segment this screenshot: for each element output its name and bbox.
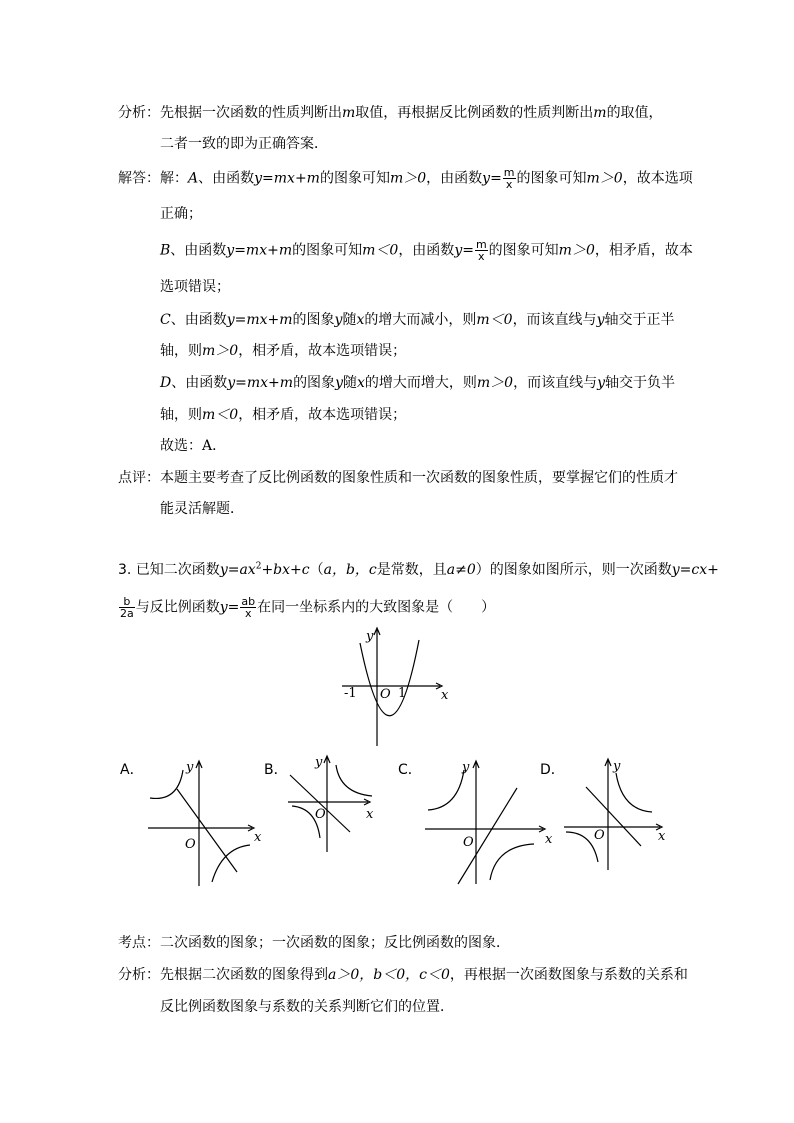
question-3-line-1: 3. 已知二次函数$y=ax^2+bx+c(a$，b，c是常数，且a≠0）的图象如图所示，则一次函数y=cx+ [118,561,719,578]
option-c-o: O [463,835,474,850]
option-d-x: x [658,829,666,844]
option-c-graph [425,761,545,884]
solution-c-line-2: 轴，则m＞0，相矛盾，故本选项错误； [160,343,407,359]
option-b-label: B． [264,762,288,778]
parabola-curve [360,640,419,716]
option-a-o: O [185,837,196,852]
main-x-label: x [441,688,449,703]
main-y-label: y [366,629,374,644]
option-b-x: x [366,807,374,822]
option-a-label: A． [120,762,144,778]
analysis-line-2: 二者一致的即为正确答案． [160,136,328,152]
option-d-hyperbola-1 [616,773,652,812]
comment-label: 点评： [118,470,160,486]
solution-d-line-1: D、由函数y=mx+m的图象y随x的增大而增大，则m＞0，而该直线与y轴交于负半 [160,375,675,391]
kaodian-line: 考点：二次函数的图象；一次函数的图象；反比例函数的图象． [118,935,510,951]
fraction-m-over-x: $\frac{m}{x}$ [503,166,515,191]
fraction-ab-over-x: $\frac{ab}{x}$ [241,595,256,620]
solution-b-line-2: 选项错误； [160,279,230,295]
option-d-label: D． [540,762,565,778]
solution-d-line-2: 轴，则m＜0，相矛盾，故本选项错误； [160,407,407,423]
option-b-y: y [315,755,323,770]
comment-line-1: 点评：本题主要考查了反比例函数的图象性质和一次函数的图象性质，要掌握它们的性质才 [118,470,678,486]
option-d-graph [564,759,662,870]
solution-c-line-1: C、由函数y=mx+m的图象y随x的增大而减小，则m＜0，而该直线与y轴交于正半 [160,312,675,328]
option-c-label: C． [398,762,422,778]
option-a-x: x [254,830,262,845]
main-neg1-label: -1 [344,686,357,701]
option-c-hyperbola-1 [428,770,464,810]
option-b-graph [288,756,372,852]
question-3-line-2: $\frac{b}{2a}$ 与反比例函数y= $\frac{ab}{x}$ 在同一坐标系内的大致图象是（ ） [120,595,496,620]
option-c-y: y [462,760,470,775]
analysis2-line-1: 分析：先根据二次函数的图象得到a＞0，b＜0，c＜0，再根据一次函数图象与系数的关系和 [118,967,688,983]
fraction-b-over-2a: $\frac{b}{2a}$ [120,595,134,620]
analysis-line-1: 分析：先根据一次函数的性质判断出m取值，再根据反比例函数的性质判断出m的取值， [118,105,663,121]
main-origin-label: O [380,687,391,702]
option-a-y: y [186,760,194,775]
analysis2-line-2: 反比例函数图象与系数的关系判断它们的位置． [160,999,454,1015]
option-c-x: x [545,832,553,847]
option-d-o: O [594,828,605,843]
option-b-o: O [315,807,326,822]
main-pos1-label: 1 [398,686,407,701]
comment-line-2: 能灵活解题． [160,501,244,517]
question-number: 3. [118,562,132,578]
option-b-hyperbola-1 [336,765,372,796]
solution-b-line-1: B、由函数y=mx+m的图象可知m＜0，由函数y= $\frac{m}{x}$ 的图象可知m＞0，相矛盾，故本 [160,238,693,263]
solution-a-line-2: 正确； [160,206,202,222]
fraction-m-over-x: $\frac{m}{x}$ [475,238,487,263]
solution-label: 解答： [118,170,160,187]
solution-choice: 故选：A． [160,438,227,454]
kaodian-label: 考点： [118,935,160,951]
option-a-line [177,789,237,872]
option-d-y: y [613,759,621,774]
option-c-hyperbola-2 [490,844,534,880]
option-b-line [290,775,350,832]
option-a-graph [148,761,254,886]
solution-a-line-1: 解答：解：A、由函数y=mx+m的图象可知m＞0，由函数y= $\frac{m}{x}$ 的图象可知m＞0，故本选项 [118,166,693,191]
analysis-label: 分析： [118,105,160,121]
analysis2-label: 分析： [118,967,160,983]
option-a-hyperbola-1 [150,770,183,798]
